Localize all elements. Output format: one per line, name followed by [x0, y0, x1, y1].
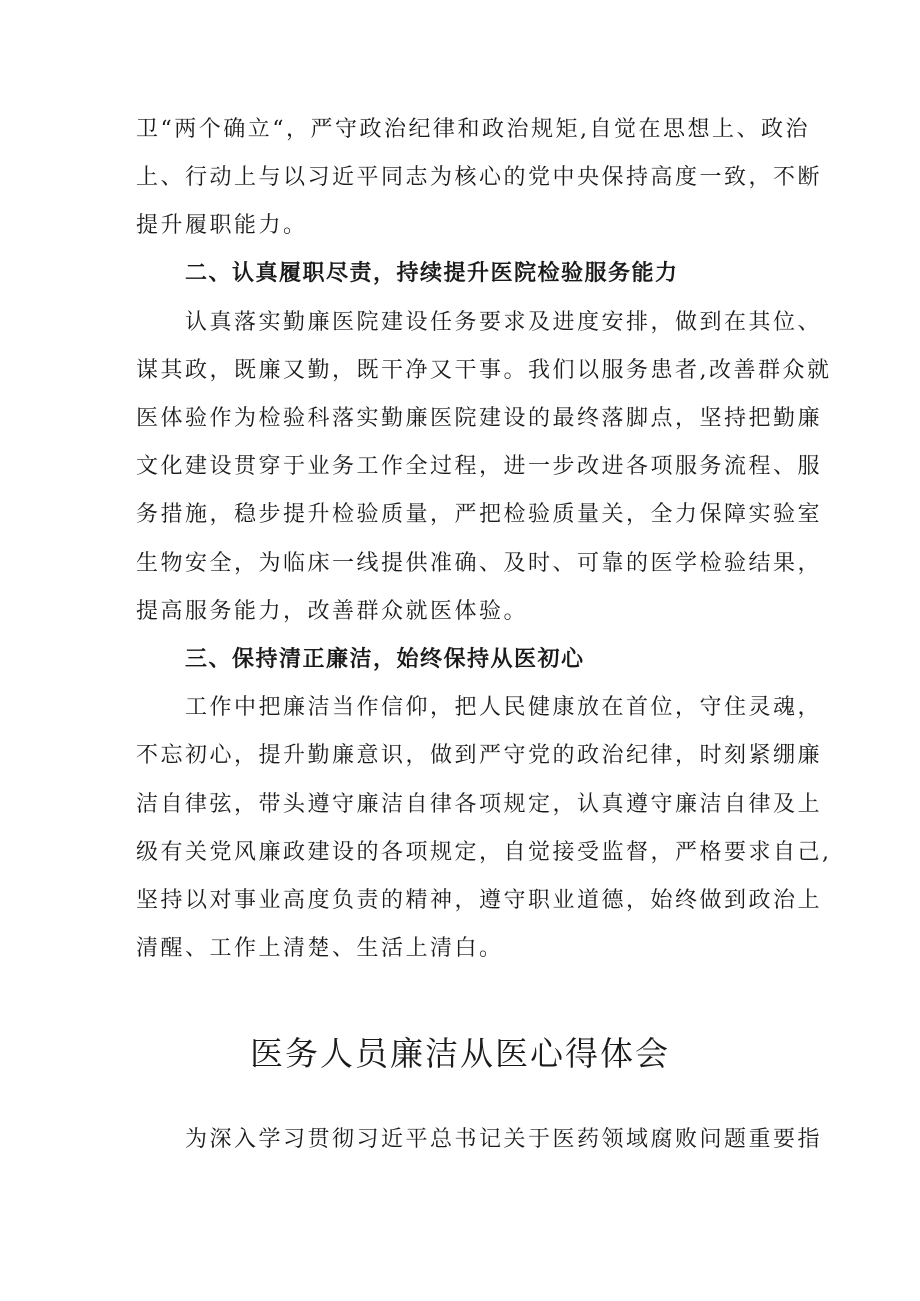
- paragraph-line: 不忘初心，提升勤廉意识，做到严守党的政治纪律，时刻紧绷廉: [136, 743, 823, 768]
- paragraph-line: 级有关党风廉政建设的各项规定，自觉接受监督，严格要求自己,: [136, 840, 832, 865]
- paragraph-line: 上、行动上与以习近平同志为核心的党中央保持高度一致，不断: [136, 165, 823, 190]
- paragraph-line: 谋其政，既廉又勤，既干净又干事。我们以服务患者,改善群众就: [136, 358, 832, 383]
- paragraph-line: 为深入学习贯彻习近平总书记关于医药领域腐败问题重要指: [185, 1127, 823, 1152]
- section-heading: 二、认真履职尽责，持续提升医院检验服务能力: [185, 261, 679, 286]
- paragraph-line: 清醒、工作上清楚、生活上清白。: [136, 936, 504, 961]
- paragraph-line: 工作中把廉洁当作信仰，把人民健康放在首位，守住灵魂，: [185, 695, 823, 720]
- paragraph-line: 生物安全，为临床一线提供准确、及时、可靠的医学检验结果，: [136, 551, 823, 576]
- paragraph-line: 务措施，稳步提升检验质量，严把检验质量关，全力保障实验室: [136, 502, 823, 527]
- paragraph-line: 文化建设贯穿于业务工作全过程，进一步改进各项服务流程、服: [136, 454, 823, 479]
- paragraph-line: 医体验作为检验科落实勤廉医院建设的最终落脚点，坚持把勤廉: [136, 406, 823, 431]
- article-title: 医务人员廉洁从医心得体会: [250, 1034, 670, 1073]
- paragraph-line: 卫“两个确立“，严守政治纪律和政治规矩,自觉在思想上、政治: [136, 117, 810, 142]
- paragraph-line: 认真落实勤廉医院建设任务要求及进度安排，做到在其位、: [185, 310, 823, 335]
- paragraph-line: 洁自律弦，带头遵守廉洁自律各项规定，认真遵守廉洁自律及上: [136, 792, 823, 817]
- section-heading: 三、保持清正廉洁，始终保持从医初心: [185, 647, 585, 672]
- paragraph-line: 提升履职能力。: [136, 213, 308, 238]
- paragraph-line: 坚持以对事业高度负责的精神，遵守职业道德，始终做到政治上: [136, 888, 823, 913]
- paragraph-line: 提高服务能力，改善群众就医体验。: [136, 599, 529, 624]
